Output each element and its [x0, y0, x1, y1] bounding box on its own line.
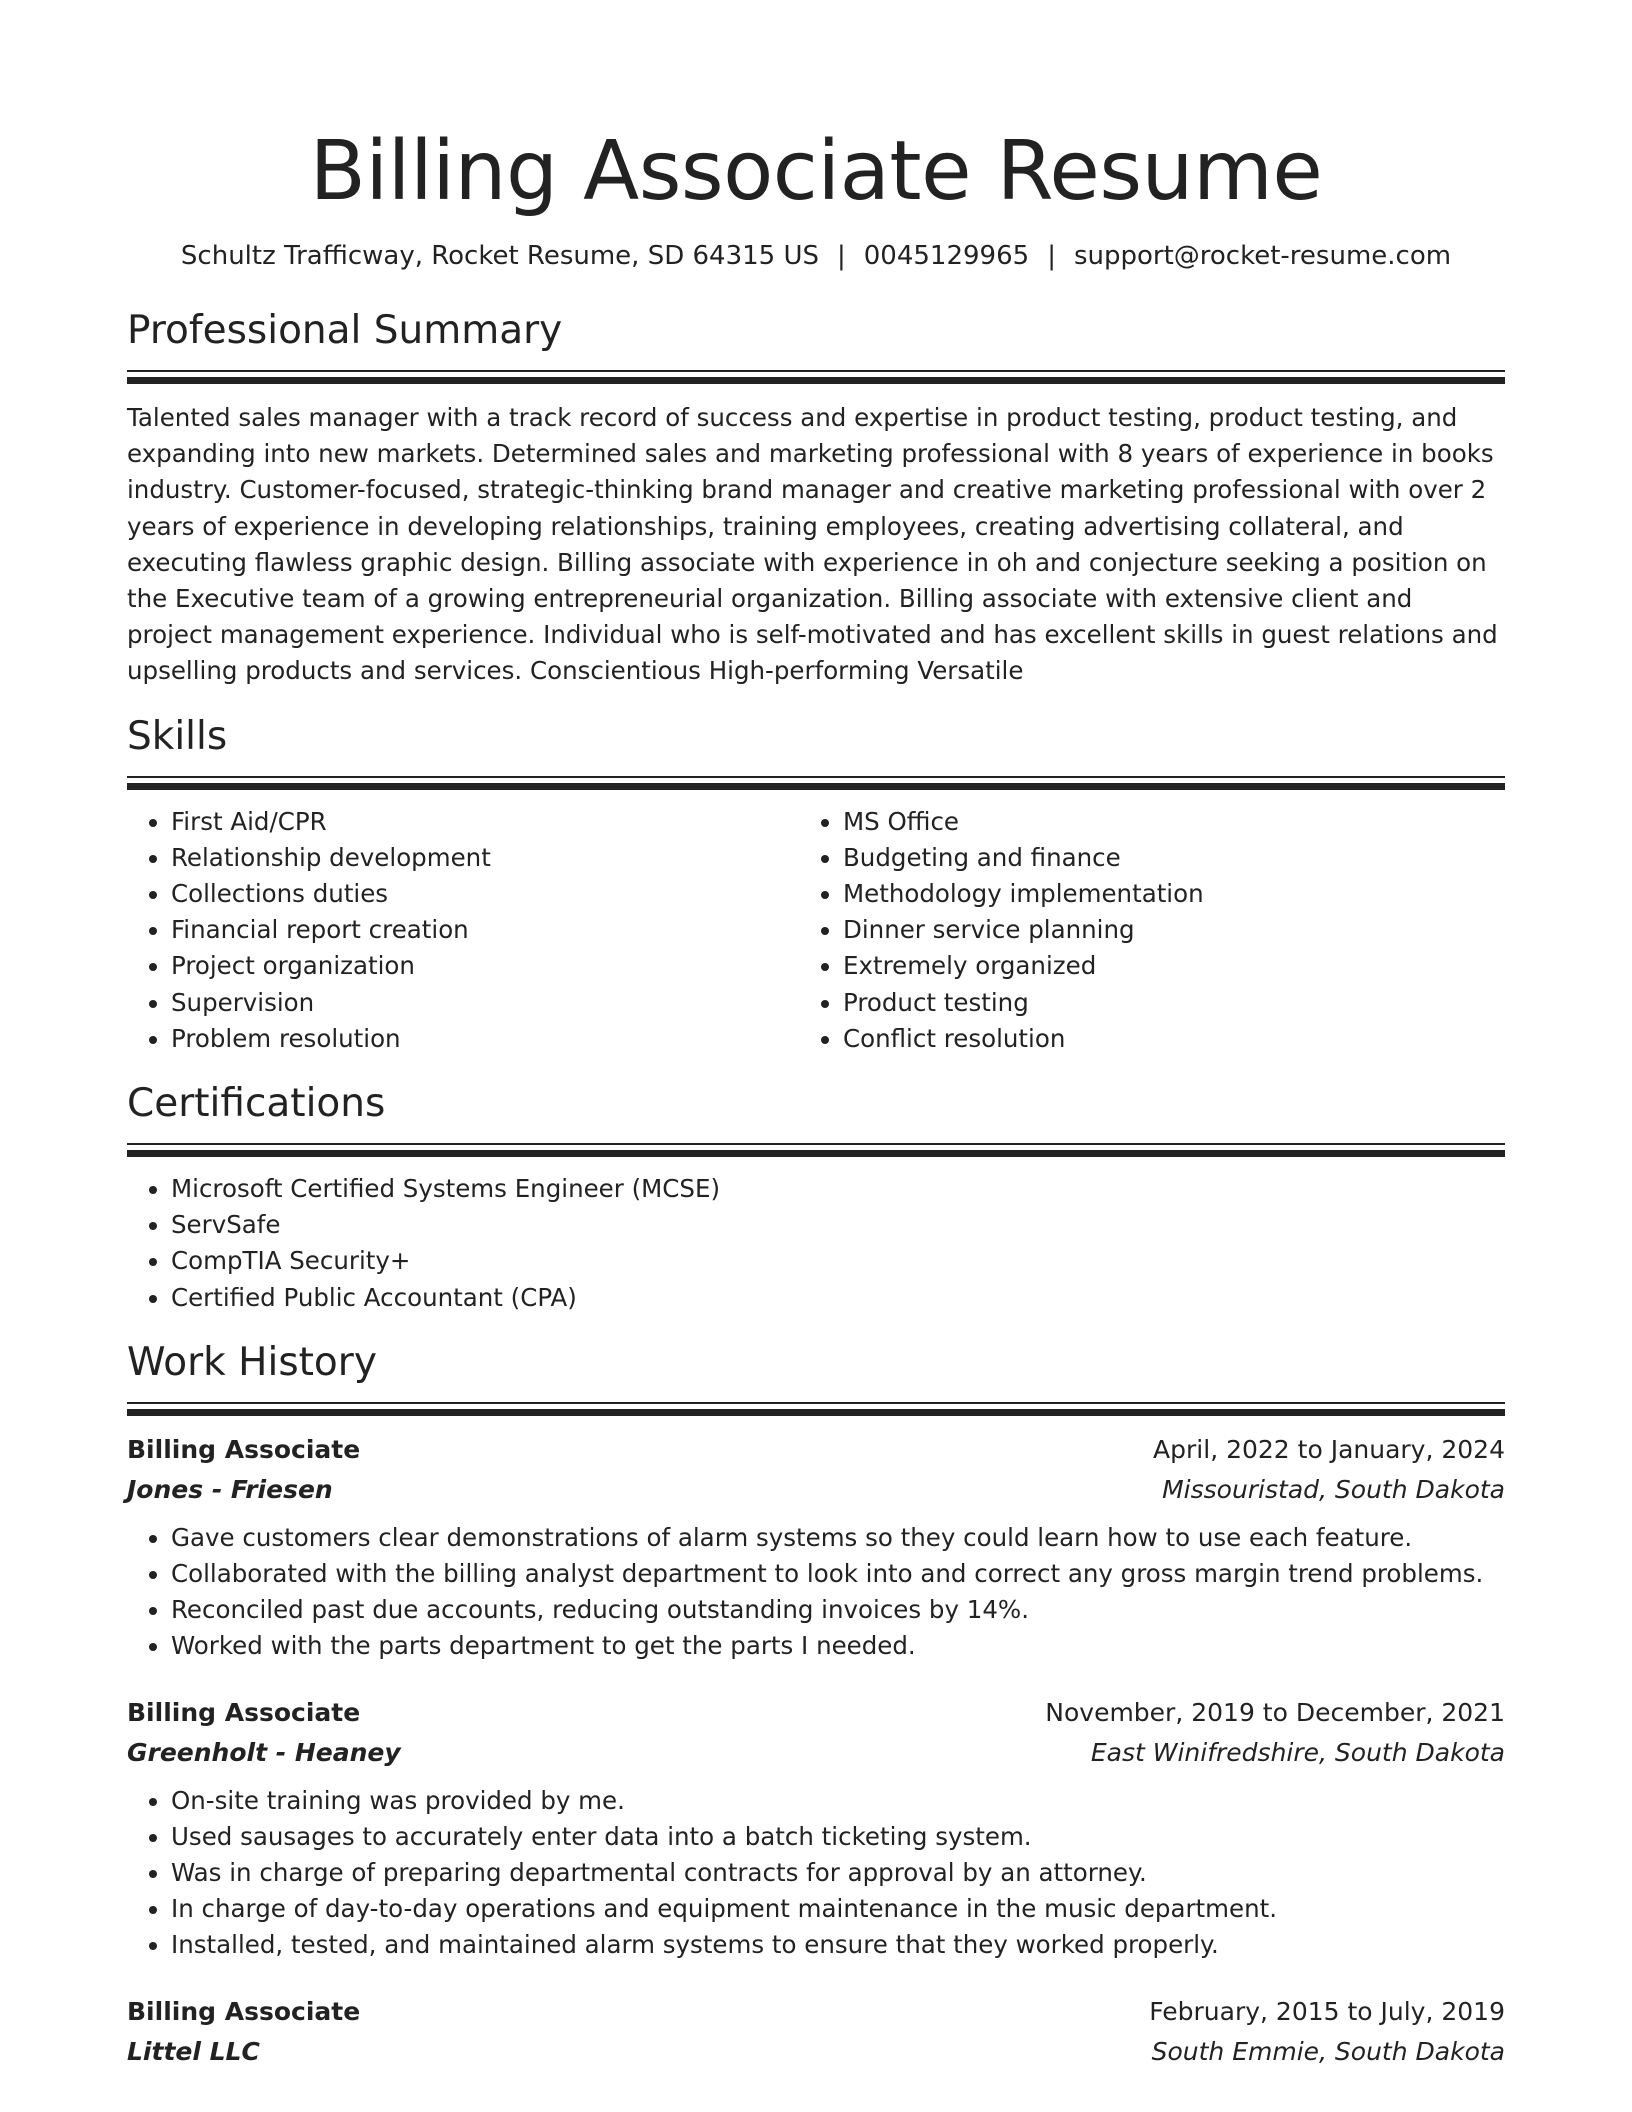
certification-item: • Certified Public Accountant (CPA) [171, 1280, 1505, 1316]
job-bullets [127, 1783, 1505, 1964]
work-history-section [127, 1338, 1505, 2072]
job-title: Billing Associate [127, 1434, 361, 1464]
job-bullet: • Was in charge of preparing departmental contracts for approval by an attorney. [171, 1855, 1505, 1891]
skill-item: • Product testing [843, 985, 1471, 1021]
job-bullet: • Worked with the parts department to get the parts I needed. [171, 1628, 1505, 1664]
skill-item: • Relationship development [171, 840, 799, 876]
job-bullet: • In charge of day-to-day operations and equipment maintenance in the music department. [171, 1891, 1505, 1927]
job-location: South Emmie, South Dakota [1151, 2036, 1505, 2066]
job-bullet: • Gave customers clear demonstrations of alarm systems so they could learn how to use each feature. [171, 1520, 1505, 1556]
job-bullet: • Used sausages to accurately enter data into a batch ticketing system. [171, 1819, 1505, 1855]
job-company: Greenholt - Heaney [127, 1737, 401, 1767]
skills-column-right [799, 804, 1471, 1057]
job-title: Billing Associate [127, 1697, 361, 1727]
skill-item: • Project organization [171, 948, 799, 984]
contact-line [127, 238, 1505, 274]
skills-columns [127, 804, 1505, 1057]
certification-item: • Microsoft Certified Systems Engineer (MCSE) [171, 1171, 1505, 1207]
skill-item: • Problem resolution [171, 1021, 799, 1057]
certification-item: • ServSafe [171, 1207, 1505, 1243]
skill-item: • MS Office [843, 804, 1471, 840]
job-bullet: • Installed, tested, and maintained alarm systems to ensure that they worked properly. [171, 1927, 1505, 1963]
section-heading-summary: Professional Summary [127, 308, 563, 353]
job-company-row [127, 2032, 1505, 2072]
skill-item: • Collections duties [171, 876, 799, 912]
certifications-section [127, 1079, 1505, 1316]
job-bullet: • On-site training was provided by me. [171, 1783, 1505, 1819]
summary-section [127, 306, 1505, 690]
section-heading-work-history: Work History [127, 1339, 377, 1385]
job-company-row [127, 1733, 1505, 1773]
skills-section [127, 712, 1505, 1057]
job-header-row [127, 1992, 1505, 2032]
job-bullet: • Collaborated with the billing analyst department to look into and correct any gross margin trend problems. [171, 1556, 1505, 1592]
summary-text: Talented sales manager with a track record of success and expertise in product testing, product testing, and expanding into new markets. Determined sales and marketing professional with 8 years of experience in books industry. Customer-focused, strategic-thinking brand manager and creative marketing professional with over 2 years of experience in developing relationships, training employees, creating advertising collateral, and executing flawless graphic design. Billing associate with experience in oh and conjecture seeking a position on the Executive team of a growing entrepreneurial organization. Billing associate with extensive client and project management experience. Individual who is self-motivated and has excellent skills in guest relations and upselling products and services. Conscientious High-performing Versatile [127, 403, 1498, 686]
job-title: Billing Associate [127, 1996, 361, 2026]
skill-item: • Budgeting and finance [843, 840, 1471, 876]
job-bullets [127, 1520, 1505, 1665]
skill-item: • Supervision [171, 985, 799, 1021]
job-bullet: • Reconciled past due accounts, reducing outstanding invoices by 14%. [171, 1592, 1505, 1628]
skill-item: • First Aid/CPR [171, 804, 799, 840]
certification-list [127, 1171, 1505, 1316]
resume-title: Billing Associate Resume [309, 124, 1323, 219]
skill-item: • Dinner service planning [843, 912, 1471, 948]
skill-item: • Financial report creation [171, 912, 799, 948]
job-location: East Winifredshire, South Dakota [1090, 1737, 1505, 1767]
job-entry [127, 1430, 1505, 1665]
skills-column-left [127, 804, 799, 1057]
job-company: Littel LLC [127, 2036, 260, 2066]
contact-phone: 0045129965 [863, 241, 1030, 271]
job-entry [127, 1992, 1505, 2072]
skill-item: • Extremely organized [843, 948, 1471, 984]
skill-item: • Conflict resolution [843, 1021, 1471, 1057]
job-location: Missouristad, South Dakota [1162, 1474, 1505, 1504]
section-divider [127, 1402, 1505, 1416]
job-dates: November, 2019 to December, 2021 [1045, 1697, 1505, 1727]
skill-item: • Methodology implementation [843, 876, 1471, 912]
section-divider [127, 370, 1505, 384]
section-divider [127, 776, 1505, 790]
section-heading-skills: Skills [127, 713, 228, 759]
section-heading-certifications: Certifications [127, 1081, 386, 1127]
certification-item: • CompTIA Security+ [171, 1243, 1505, 1279]
contact-address: Schultz Trafficway, Rocket Resume, SD 64315 US [180, 241, 819, 271]
job-company: Jones - Friesen [127, 1474, 333, 1504]
job-dates: February, 2015 to July, 2019 [1149, 1996, 1505, 2026]
contact-separator: | [1047, 241, 1056, 271]
job-entry [127, 1693, 1505, 1964]
contact-email: support@rocket-resume.com [1073, 241, 1452, 271]
section-divider [127, 1143, 1505, 1157]
contact-separator: | [837, 241, 846, 271]
job-dates: April, 2022 to January, 2024 [1153, 1434, 1505, 1464]
job-header-row [127, 1430, 1505, 1470]
job-header-row [127, 1693, 1505, 1733]
job-company-row [127, 1470, 1505, 1510]
